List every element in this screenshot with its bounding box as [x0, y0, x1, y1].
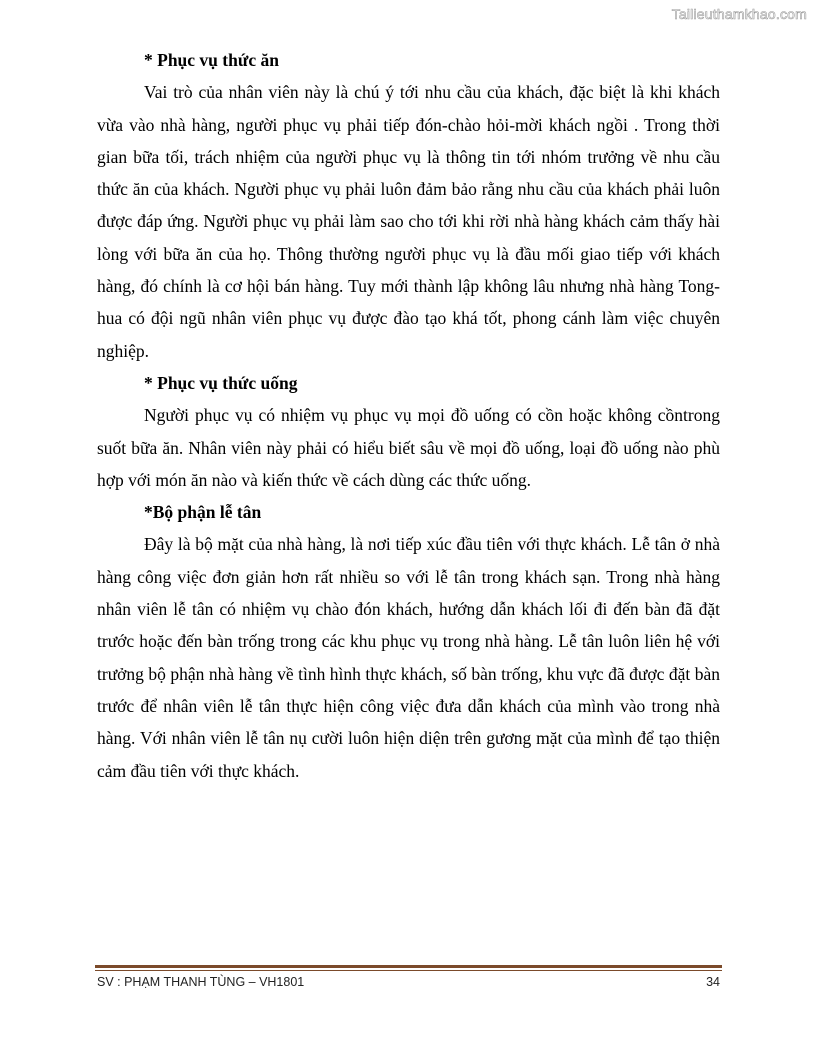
footer-divider-thin — [95, 970, 722, 971]
footer-author: SV : PHẠM THANH TÙNG – VH1801 — [97, 975, 305, 989]
footer-divider — [95, 965, 722, 968]
section-paragraph-food-service: Vai trò của nhân viên này là chú ý tới nhu cầu của khách, đặc biệt là khi khách vừa vào nhà hàng, người phục vụ phải tiếp đón-chào hỏi-mời khách ngồi . Trong thời gian bữa tối, trách nhiệm của người phục vụ là thông tin tới nhóm trưởng về nhu cầu thức ăn của khách. Người phục vụ phải luôn đảm bảo rằng nhu cầu của khách phải luôn được đáp ứng. Người phục vụ phải làm sao cho tới khi rời nhà hàng khách cảm thấy hài lòng với bữa ăn của họ. Thông thường người phục vụ là đầu mối giao tiếp với khách hàng, đó chính là cơ hội bán hàng. Tuy mới thành lập không lâu nhưng nhà hàng Tong-hua có đội ngũ nhân viên phục vụ được đào tạo khá tốt, phong cánh làm việc chuyên nghiệp. — [97, 82, 720, 361]
page-body — [97, 44, 720, 787]
section-paragraph-reception: Đây là bộ mặt của nhà hàng, là nơi tiếp xúc đầu tiên với thực khách. Lễ tân ở nhà hàng công việc đơn giản hơn rất nhiều so với lễ tân trong khách sạn. Trong nhà hàng nhân viên lễ tân có nhiệm vụ chào đón khách, hướng dẫn khách lối đi đến bàn đã đặt trước hoặc đến bàn trống trong các khu phục vụ trong nhà hàng. Lễ tân luôn liên hệ với trưởng bộ phận nhà hàng về tình hình thực khách, số bàn trống, khu vực đã được đặt bàn trước để nhân viên lễ tân thực hiện công việc đưa dẫn khách của mình vào trong nhà hàng. Với nhân viên lễ tân nụ cười luôn hiện diện trên gương mặt của mình để tạo thiện cảm đầu tiên với thực khách. — [97, 534, 720, 781]
section-heading-food-service: * Phục vụ thức ăn — [144, 50, 279, 70]
watermark: Tailieuthamkhao.com — [671, 6, 807, 22]
section-paragraph-drink-service: Người phục vụ có nhiệm vụ phục vụ mọi đồ uống có cồn hoặc không cồntrong suốt bữa ăn. Nhân viên này phải có hiểu biết sâu về mọi đồ uống, loại đồ uống nào phù hợp với món ăn nào và kiến thức về cách dùng các thức uống. — [97, 405, 720, 490]
section-heading-drink-service: * Phục vụ thức uống — [144, 372, 298, 393]
footer-page-number: 34 — [706, 975, 720, 989]
section-heading-reception: *Bộ phận lễ tân — [144, 502, 262, 523]
